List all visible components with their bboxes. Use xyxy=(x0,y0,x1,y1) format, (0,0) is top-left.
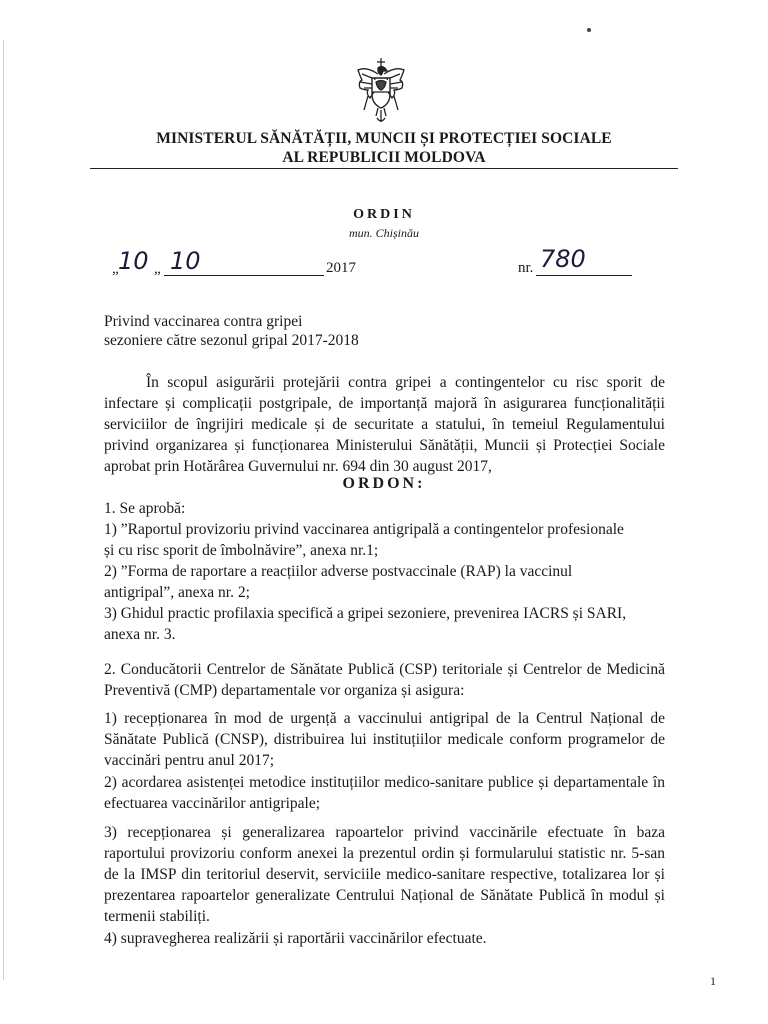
document-type: ORDIN xyxy=(353,207,415,222)
date-year: 2017 xyxy=(326,260,356,276)
ordon-heading: ORDON: xyxy=(342,475,426,492)
handwritten-day: 10 xyxy=(118,247,149,275)
section1-item3-line2: anexa nr. 3. xyxy=(104,626,176,643)
section2-item1: 1) recepționarea în mod de urgență a vaccinului antigripal de la Centrul Național de Sănătate Publică (CNSP), distribuirea lui instituțiilor medicale conform programelor de vaccinări pentru anul 2017; xyxy=(104,710,665,769)
section2-item4: 4) supravegherea realizării și raportării vaccinărilor efectuate. xyxy=(104,930,487,947)
scan-edge-line xyxy=(3,40,4,980)
section1-item2-line2: antigripal”, anexa nr. 2; xyxy=(104,584,250,601)
month-underline xyxy=(164,275,324,276)
issue-city: mun. Chișinău xyxy=(348,226,419,240)
number-label: nr. xyxy=(518,260,534,276)
preamble-paragraph: În scopul asigurării protejării contra gripei a contingentelor cu risc sporit de infectare și complicații postgripale, de importanță majoră în asigurarea funcționalității serviciilor de îngrijiri medicale și de securitate a statului, în temeiul Regulamentului privind organizarea și funcționarea Ministerului Sănătății, Muncii și Protecției Sociale aprobat prin Hotărârea Guvernului nr. 694 din 30 august 2017, xyxy=(104,374,665,475)
scan-speck xyxy=(587,28,591,32)
section1-item1-line2: și cu risc sporit de îmbolnăvire”, anexa nr.1; xyxy=(104,542,379,559)
subject-line2: sezoniere către sezonul gripal 2017-2018 xyxy=(104,332,359,349)
header-divider xyxy=(90,168,678,169)
section1-title: 1. Se aprobă: xyxy=(104,500,186,517)
handwritten-month: 10 xyxy=(170,247,201,275)
ministry-name-line2: AL REPUBLICII MOLDOVA xyxy=(282,149,486,166)
handwritten-number: 780 xyxy=(540,245,586,273)
section1-item3-line1: 3) Ghidul practic profilaxia specifică a gripei sezoniere, prevenirea IACRS și SARI, xyxy=(104,605,627,622)
date-open-quote: „ xyxy=(112,261,119,277)
date-mid-quote: „ xyxy=(154,261,161,277)
page-number: 1 xyxy=(710,974,716,988)
section2-intro: 2. Conducătorii Centrelor de Sănătate Publică (CSP) teritoriale și Centrelor de Medicină Preventivă (CMP) departamentale vor organiza și asigura: xyxy=(104,661,665,699)
subject-line1: Privind vaccinarea contra gripei xyxy=(104,313,303,330)
order-subject xyxy=(104,312,359,350)
section2-item3: 3) recepționarea și generalizarea rapoartelor privind vaccinările efectuate în baza raportului provizoriu conform anexei la prezentul ordin și formularului statistic nr. 5-san de la IMSP din teritoriul deservit, serviciile medico-sanitare respective, totalizarea lor și prezentarea rapoartelor generalizate Centrului Național de Sănătate Publică în modul și termenii stabiliți. xyxy=(104,824,665,925)
section1-item1-line1: 1) ”Raportul provizoriu privind vaccinarea antigripală a contingentelor profesionale xyxy=(104,521,624,538)
section1-item2-line1: 2) ”Forma de raportare a reacțiilor adverse postvaccinale (RAP) la vaccinul xyxy=(104,563,573,580)
ministry-name-line1: MINISTERUL SĂNĂTĂȚII, MUNCII ȘI PROTECȚIEI SOCIALE xyxy=(156,130,612,147)
date-number-line xyxy=(112,245,652,283)
moldova-coat-of-arms-icon xyxy=(354,56,408,126)
number-underline xyxy=(536,275,632,276)
section2-item2: 2) acordarea asistenței metodice instituțiilor medico-sanitare publice și departamentale în efectuarea vaccinărilor antigripale; xyxy=(104,774,665,812)
